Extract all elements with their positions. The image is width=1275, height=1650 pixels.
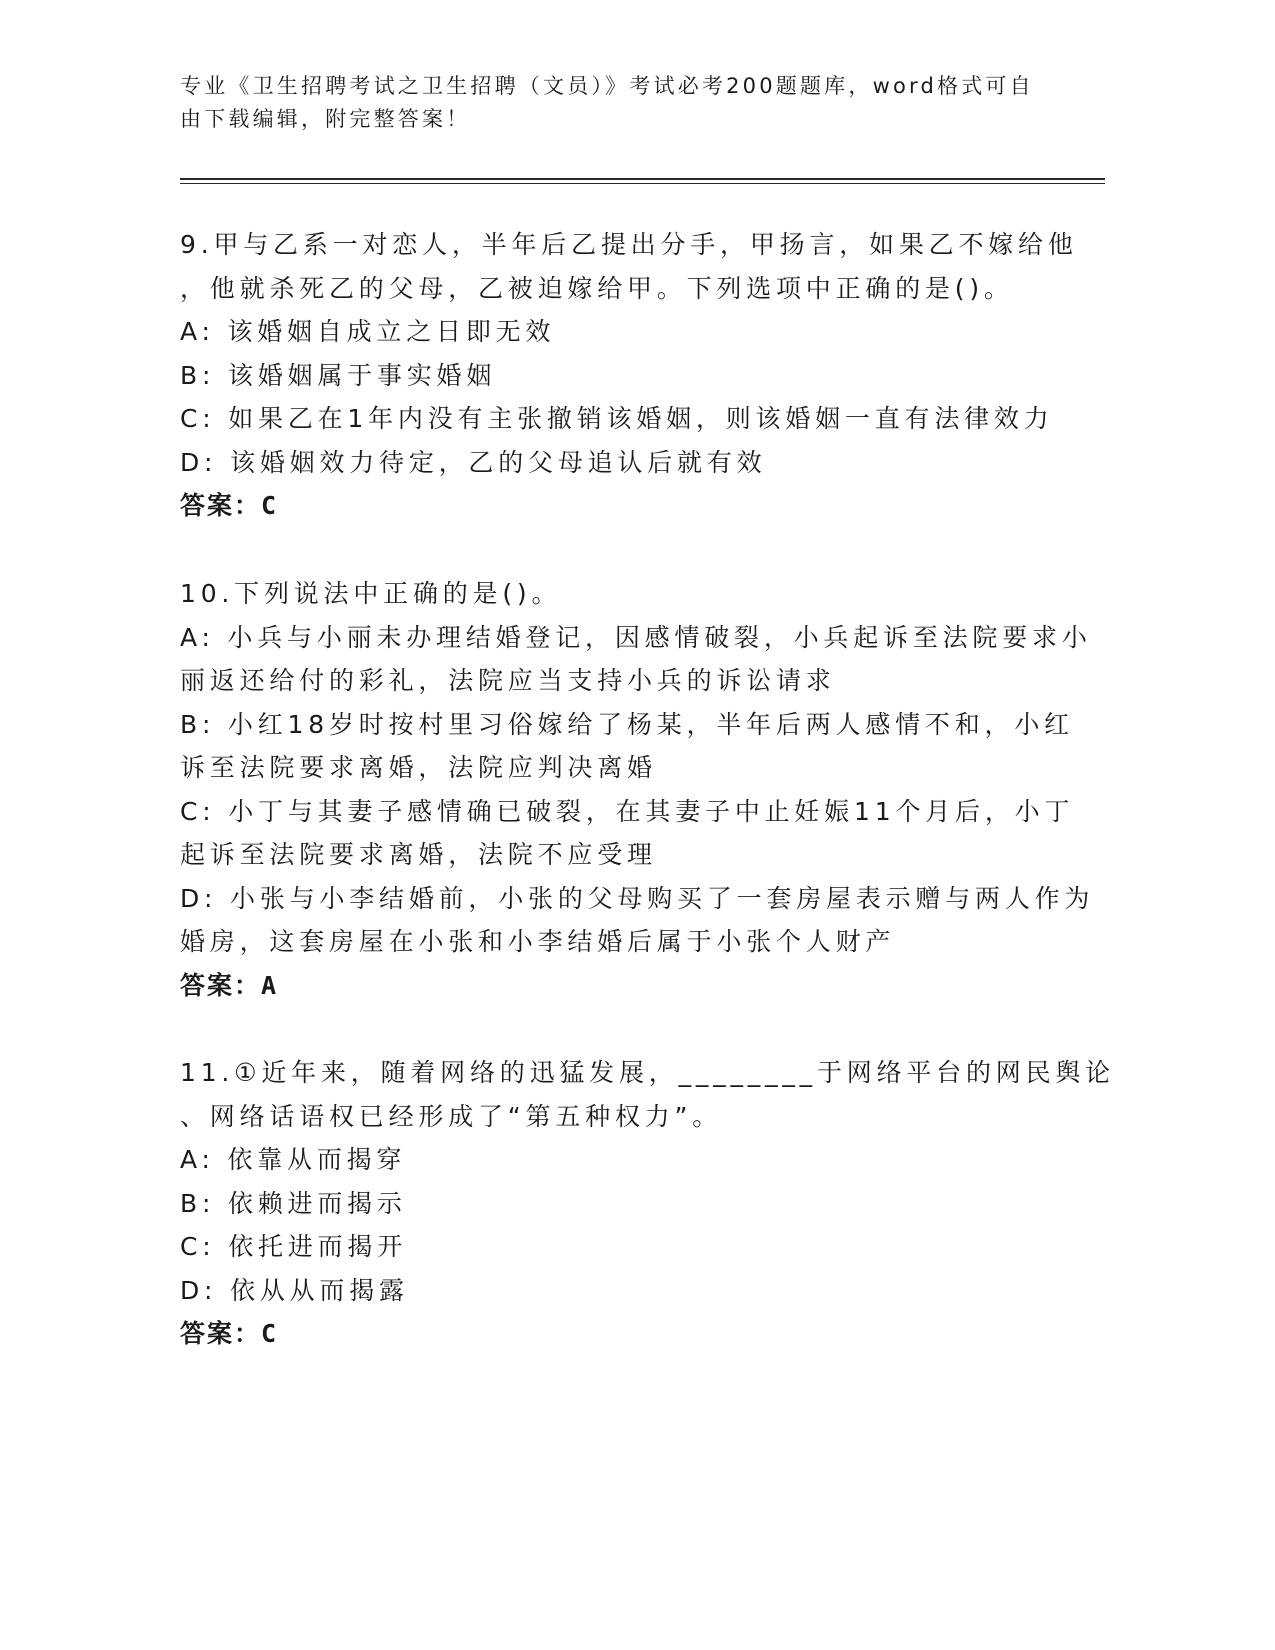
option-b: B: 依赖进而揭示 (180, 1188, 407, 1218)
header-divider-thin (180, 183, 1105, 184)
option-a: A: 小兵与小丽未办理结婚登记，因感情破裂，小兵起诉至法院要求小 (180, 622, 1092, 652)
question-stem: 9.甲与乙系一对恋人，半年后乙提出分手，甲扬言，如果乙不嫁给他 (180, 230, 1078, 259)
option-b: B: 小红18岁时按村里习俗嫁给了杨某，半年后两人感情不和，小红 (180, 709, 1074, 739)
question-11 (180, 1051, 1115, 1356)
option-c: C: 依托进而揭开 (180, 1232, 408, 1261)
option-d: D: 依从从而揭露 (180, 1275, 409, 1305)
header-line-1: 专业《卫生招聘考试之卫生招聘（文员）》考试必考200题题库，word格式可自 (180, 74, 1034, 98)
header-line-2: 由下载编辑，附完整答案！ (180, 107, 471, 131)
option-c-continued: 起诉至法院要求离婚，法院不应受理 (180, 840, 657, 869)
option-c: C: 如果乙在1年内没有主张撤销该婚姻，则该婚姻一直有法律效力 (180, 404, 1054, 433)
answer-label: 答案：C (180, 491, 279, 520)
option-b-continued: 诉至法院要求离婚，法院应判决离婚 (180, 753, 657, 782)
question-stem: ，他就杀死乙的父母，乙被迫嫁给甲。下列选项中正确的是()。 (180, 273, 1014, 303)
option-a-continued: 丽返还给付的彩礼，法院应当支持小兵的诉讼请求 (180, 666, 836, 695)
option-b: B: 该婚姻属于事实婚姻 (180, 360, 497, 390)
question-10 (180, 572, 1095, 1007)
question-9 (180, 223, 1080, 528)
option-d: D: 该婚姻效力待定，乙的父母追认后就有效 (180, 447, 767, 477)
option-d-continued: 婚房，这套房屋在小张和小李结婚后属于小张个人财产 (180, 927, 896, 956)
answer-label: 答案：C (180, 1319, 279, 1348)
header-divider (180, 178, 1105, 180)
document-header (180, 70, 1060, 136)
question-stem: 10.下列说法中正确的是()。 (180, 579, 562, 608)
option-c: C: 小丁与其妻子感情确已破裂，在其妻子中止妊娠11个月后，小丁 (180, 796, 1075, 826)
question-stem: 11.①近年来，随着网络的迅猛发展，________于网络平台的网民舆论 (180, 1058, 1115, 1087)
question-stem: 、网络话语权已经形成了“第五种权力”。 (180, 1101, 723, 1131)
option-a: A: 该婚姻自成立之日即无效 (180, 317, 556, 346)
option-a: A: 依靠从而揭穿 (180, 1145, 407, 1174)
answer-label: 答案：A (180, 970, 279, 1000)
option-d: D: 小张与小李结婚前，小张的父母购买了一套房屋表示赠与两人作为 (180, 883, 1095, 913)
